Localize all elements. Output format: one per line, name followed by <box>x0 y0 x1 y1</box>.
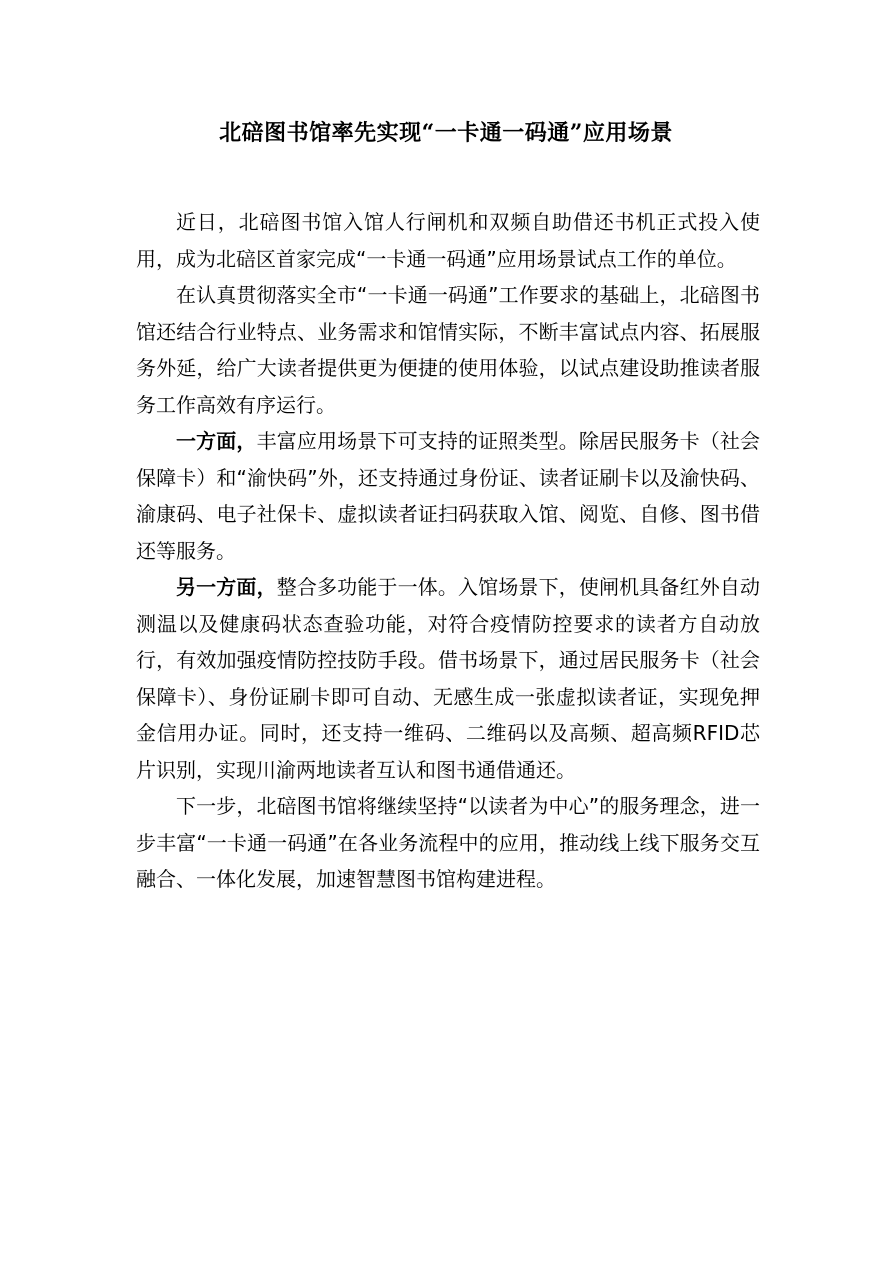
paragraph-5 <box>136 788 760 898</box>
paragraph-1 <box>136 204 760 277</box>
paragraph-lead-bold: 一方面， <box>176 429 257 453</box>
paragraph-4 <box>136 569 760 788</box>
paragraph-text: 近日，北碚图书馆入馆人行闸机和双频自助借还书机正式投入使用，成为北碚区首家完成“一卡通一码通”应用场景试点工作的单位。 <box>136 210 760 271</box>
paragraph-3 <box>136 423 760 569</box>
paragraph-lead-bold: 另一方面， <box>176 575 277 599</box>
paragraph-text: 在认真贯彻落实全市“一卡通一码通”工作要求的基础上，北碚图书馆还结合行业特点、业务需求和馆情实际，不断丰富试点内容、拓展服务外延，给广大读者提供更为便捷的使用体验，以试点建设助推读者服务工作高效有序运行。 <box>136 283 760 417</box>
paragraph-text: 整合多功能于一体。入馆场景下，使闸机具备红外自动测温以及健康码状态查验功能，对符合疫情防控要求的读者方自动放行，有效加强疫情防控技防手段。借书场景下，通过居民服务卡（社会保障卡）、身份证刷卡即可自动、无感生成一张虚拟读者证，实现免押金信用办证。同时，还支持一维码、二维码以及高频、超高频RFID芯片识别，实现川渝两地读者互认和图书通借通还。 <box>136 575 761 782</box>
paragraph-text: 下一步，北碚图书馆将继续坚持“以读者为中心”的服务理念，进一步丰富“一卡通一码通”在各业务流程中的应用，推动线上线下服务交互融合、一体化发展，加速智慧图书馆构建进程。 <box>136 794 760 891</box>
document-title: 北碚图书馆率先实现“一卡通一码通”应用场景 <box>219 120 673 146</box>
paragraph-text: 丰富应用场景下可支持的证照类型。除居民服务卡（社会保障卡）和“渝快码”外，还支持通过身份证、读者证刷卡以及渝快码、渝康码、电子社保卡、虚拟读者证扫码获取入馆、阅览、自修、图书借还等服务。 <box>136 429 761 563</box>
document-body <box>136 204 760 898</box>
paragraph-2 <box>136 277 760 423</box>
